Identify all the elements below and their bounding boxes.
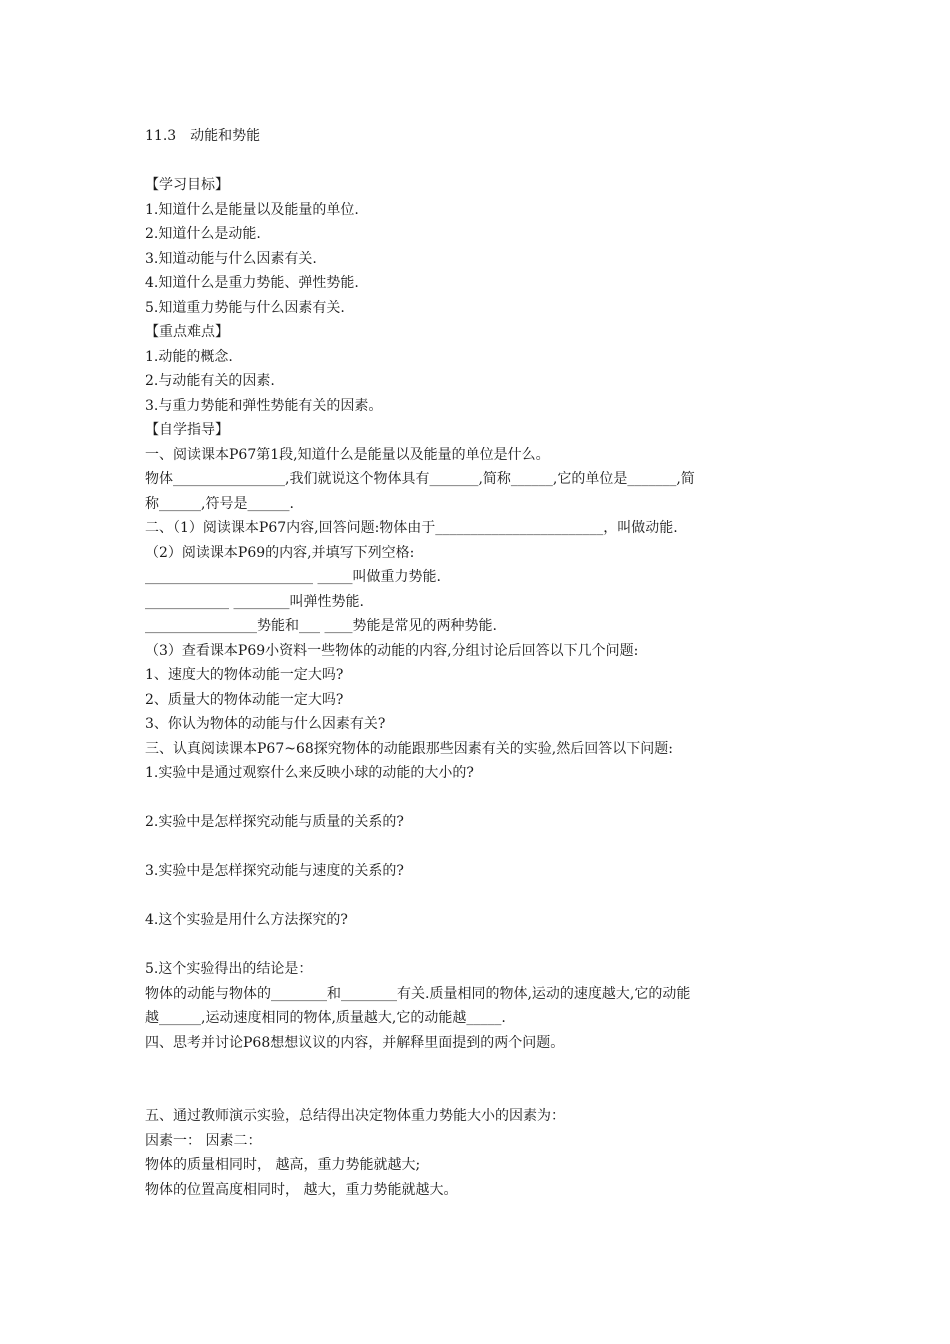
section3-question: 1.实验中是通过观察什么来反映小球的动能的大小的? bbox=[145, 765, 474, 781]
key-item: 1.动能的概念. bbox=[145, 348, 233, 365]
section5-line: 物体的位置高度相同时， 越大，重力势能就越大。 bbox=[145, 1181, 458, 1198]
section2-line: 3、你认为物体的动能与什么因素有关? bbox=[145, 716, 386, 732]
section3-question: 4.这个实验是用什么方法探究的? bbox=[145, 912, 348, 928]
guide-heading: 【自学指导】 bbox=[145, 422, 229, 438]
section3-heading: 三、认真阅读课本P67~68探究物体的动能跟那些因素有关的实验,然后回答以下问题: bbox=[145, 740, 673, 757]
section1-line: 一、阅读课本P67第1段,知道什么是能量以及能量的单位是什么。 bbox=[145, 446, 550, 463]
answer-space bbox=[145, 786, 815, 811]
section1-line: 物体________________,我们就说这个物体具有_______,简称______,它的单位是_______,简 bbox=[145, 471, 695, 487]
key-heading: 【重点难点】 bbox=[145, 324, 229, 340]
goal-item: 4.知道什么是重力势能、弹性势能. bbox=[145, 275, 359, 291]
section2-line: 2、质量大的物体动能一定大吗? bbox=[145, 691, 344, 708]
section2-line: ________________________ _____叫做重力势能. bbox=[145, 569, 441, 585]
doc-title: 11.3 动能和势能 bbox=[145, 128, 261, 144]
section5-line: 物体的质量相同时， 越高，重力势能就越大; bbox=[145, 1157, 421, 1173]
goal-item: 5.知道重力势能与什么因素有关. bbox=[145, 299, 345, 316]
spacer bbox=[145, 149, 815, 174]
goal-item: 1.知道什么是能量以及能量的单位. bbox=[145, 201, 359, 218]
section3-question: 2.实验中是怎样探究动能与质量的关系的? bbox=[145, 814, 404, 830]
section5-line: 五、通过教师演示实验，总结得出决定物体重力势能大小的因素为： bbox=[145, 1108, 565, 1124]
section3-conclusion: 越______,运动速度相同的物体,质量越大,它的动能越_____. bbox=[145, 1010, 506, 1026]
goal-item: 3.知道动能与什么因素有关. bbox=[145, 250, 317, 267]
section2-line: ____________ ________叫弹性势能. bbox=[145, 593, 364, 610]
answer-space bbox=[145, 1080, 815, 1105]
section2-line: （2）阅读课本P69的内容,并填写下列空格: bbox=[145, 544, 415, 561]
document-page bbox=[145, 124, 815, 1202]
section3-question: 5.这个实验得出的结论是： bbox=[145, 961, 313, 977]
section5-line: 因素一： 因素二： bbox=[145, 1132, 262, 1149]
section3-question: 3.实验中是怎样探究动能与速度的关系的? bbox=[145, 863, 404, 879]
section3-conclusion: 物体的动能与物体的________和________有关.质量相同的物体,运动的速度越大,它的动能 bbox=[145, 985, 691, 1002]
key-item: 2.与动能有关的因素. bbox=[145, 373, 275, 389]
section1-line: 称______,符号是______. bbox=[145, 495, 294, 512]
section2-line: 二、（1）阅读课本P67内容,回答问题:物体由于________________________，叫做动能. bbox=[145, 520, 678, 536]
goals-heading: 【学习目标】 bbox=[145, 177, 229, 193]
section2-line: 1、速度大的物体动能一定大吗? bbox=[145, 667, 344, 683]
goal-item: 2.知道什么是动能. bbox=[145, 226, 261, 242]
answer-space bbox=[145, 835, 815, 860]
answer-space bbox=[145, 884, 815, 909]
section2-line: （3）查看课本P69小资料一些物体的动能的内容,分组讨论后回答以下几个问题: bbox=[145, 642, 639, 659]
key-item: 3.与重力势能和弹性势能有关的因素。 bbox=[145, 397, 383, 414]
section4-line: 四、思考并讨论P68想想议议的内容，并解释里面提到的两个问题。 bbox=[145, 1034, 565, 1051]
answer-space bbox=[145, 933, 815, 958]
section2-line: ________________势能和___ ____势能是常见的两种势能. bbox=[145, 618, 497, 634]
answer-space bbox=[145, 1055, 815, 1080]
